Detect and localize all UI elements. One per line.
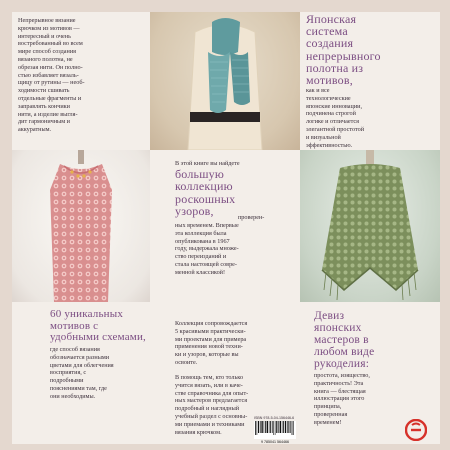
body-line: книга — блестящая: [314, 387, 366, 395]
body-line: подробными: [50, 377, 84, 385]
intro-line: мире способ создания: [18, 48, 76, 56]
intro-line: востребованный во всем: [18, 40, 83, 48]
headline-line: японских: [314, 322, 362, 334]
collection-text: [175, 222, 300, 277]
shawl-photo: [300, 150, 440, 302]
intro-text: [18, 17, 148, 134]
body-line: пояснениями там, где: [50, 384, 107, 392]
dress-photo: [12, 150, 150, 302]
intro-line: ходимости сшивать: [18, 87, 70, 95]
dress-illustration: [12, 150, 150, 302]
body-line: Коллекция сопровождается: [175, 320, 248, 327]
headline-line: система: [306, 24, 348, 39]
headline-line: непрерывного: [306, 48, 381, 63]
headline-line: коллекцию: [175, 179, 233, 194]
headline-line: большую: [175, 167, 225, 181]
body-line: иллюстрация этого: [314, 395, 365, 403]
body-line: ми проектами для примера: [175, 335, 247, 343]
body-line: учебный раздел с основны-: [175, 412, 248, 420]
body-line: практичность! Эта: [314, 379, 364, 387]
japanese-system-text: [306, 87, 438, 149]
intro-line: заправлять кончики: [18, 102, 70, 110]
headline-line: 60 уникальных: [50, 308, 124, 320]
body-line: японские инновации,: [306, 102, 363, 110]
body-line: ми приемами и техниками: [175, 420, 245, 428]
barcode-number: 9 785041 564466: [261, 440, 289, 444]
motifs-headline: [50, 309, 150, 344]
intro-line: Непрерывное вязание: [18, 17, 76, 24]
body-line: принципа,: [314, 403, 342, 411]
projects-text-1: [175, 320, 299, 367]
body-line: как и все: [306, 87, 330, 94]
headline-line: создания: [306, 36, 354, 51]
body-line: они необходимы.: [50, 392, 96, 400]
intro-line: стью избавляет вязаль-: [18, 71, 79, 79]
body-line: стве справочника для опыт-: [175, 389, 249, 397]
collection-intro: В этой книге вы найдете: [175, 160, 240, 167]
body-line: применения новой техни-: [175, 343, 243, 351]
motifs-text: [50, 346, 150, 401]
body-line: подчинена строгой: [306, 110, 356, 118]
headline-line: мотивов,: [306, 73, 353, 88]
body-line: элегантной простотой: [306, 125, 365, 133]
publisher-logo-icon: [405, 419, 427, 441]
body-line: временем!: [314, 418, 342, 426]
body-line: менной классикой!: [175, 268, 226, 276]
body-line: технологические: [306, 94, 351, 102]
body-line: освоите.: [175, 358, 198, 366]
isbn-label: ISBN 978-5-04-156446-6: [254, 416, 295, 420]
intro-line: отдельные фрагменты и: [18, 94, 82, 102]
scarf-illustration: [150, 12, 300, 150]
body-line: логике и отличается: [306, 118, 359, 126]
body-line: где способ вязания: [50, 346, 100, 353]
body-line: обозначается разными: [50, 353, 110, 361]
motto-headline: [314, 310, 438, 370]
body-line: году, выдержала множе-: [175, 245, 239, 253]
headline-line: удобными схемами,: [50, 331, 146, 344]
intro-line: интересный и очень: [18, 32, 71, 40]
barcode-bars: [254, 421, 296, 435]
collection-after-headline: проверен-: [238, 214, 265, 221]
intro-line: вязаного полотна, не: [18, 55, 73, 63]
body-line: ство переизданий и: [175, 253, 227, 261]
body-line: проверенная: [314, 410, 348, 418]
headline-line: Японская: [306, 12, 357, 26]
body-line: опубликована в 1967: [175, 237, 230, 245]
body-line: простота, изящество,: [314, 372, 370, 379]
body-line: ных временем. Впервые: [175, 222, 239, 229]
intro-line: щицу от рутины — необ-: [18, 79, 85, 87]
body-line: вязания крючком.: [175, 428, 222, 436]
intro-line: нити, а изделие выгля-: [18, 110, 78, 118]
headline-line: мотивов с: [50, 319, 99, 332]
headline-line: полотна из: [306, 60, 364, 75]
headline-line: мастеров в: [314, 334, 369, 346]
intro-line: крючком из мотивов —: [18, 24, 80, 32]
headline-line: любом виде: [314, 346, 375, 358]
headline-line: роскошных: [175, 191, 236, 206]
scarf-photo: [150, 12, 300, 150]
intro-line: дит гармоничным и: [18, 118, 70, 126]
body-line: 5 красивыми практически-: [175, 327, 246, 335]
headline-line: Девиз: [314, 310, 345, 322]
body-line: учится вязать, или в каче-: [175, 381, 243, 389]
body-line: восприятия, с: [50, 369, 87, 377]
body-line: ки и узоров, которые вы: [175, 351, 239, 359]
body-line: ных мастеров предлагается: [175, 397, 248, 405]
body-line: эффективностью.: [306, 141, 353, 149]
publisher-logo-shape: [405, 419, 427, 441]
collection-headline: [175, 168, 300, 218]
headline-word: узоров,: [175, 204, 214, 219]
body-line: и визуальной: [306, 133, 341, 141]
headline-line: рукоделия:: [314, 358, 370, 370]
japanese-system-headline: [306, 13, 438, 86]
shawl-illustration: [300, 150, 440, 302]
intro-line: обрезая нити. Он полно-: [18, 63, 83, 71]
body-line: эта коллекция была: [175, 229, 227, 237]
body-line: цветами для облегчения: [50, 361, 114, 369]
body-line: подробный и наглядный: [175, 405, 240, 413]
body-line: стала настоящей совре-: [175, 260, 237, 268]
barcode: [254, 421, 296, 444]
intro-line: аккуратным.: [18, 126, 52, 134]
body-line: В помощь тем, кто только: [175, 374, 244, 381]
